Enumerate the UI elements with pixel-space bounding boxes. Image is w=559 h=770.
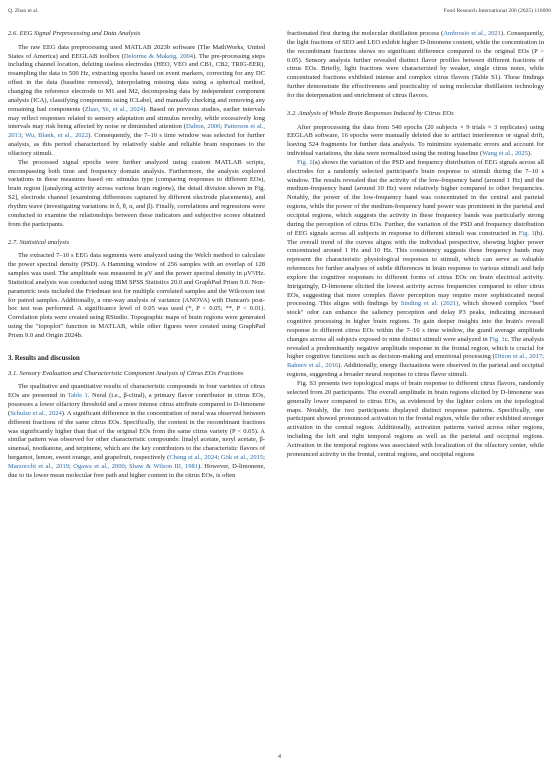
header-authors: Q. Zhao et al.: [8, 8, 39, 14]
text-run: ).: [527, 150, 532, 158]
paragraph-epochs: [287, 124, 544, 159]
citation-link[interactable]: Ogawa et al., 2000: [73, 462, 125, 470]
text-run: ). Based on previous studies, earlier intervals may reflect responses related to sensory adaptation and stimulus novelty, while excessively long intervals may risk being affected by noise or diminished attention (: [8, 105, 265, 131]
citation-link[interactable]: Cheng et al., 2024: [169, 454, 218, 462]
citation-link[interactable]: Table 1: [67, 392, 88, 400]
header-journal: Food Research International 206 (2025) 116096: [443, 8, 551, 14]
citation-link[interactable]: Fig. 1: [297, 158, 313, 166]
citation-link[interactable]: Shaw & Wilson III, 1981: [129, 462, 199, 470]
text-run: ;: [21, 132, 26, 140]
text-run: ). Additionally, energy fluctuations were observed in the parietal and occipital regions, suggesting a broader neural response to citrus flavor stimuli.: [287, 362, 544, 379]
paragraph-fractions: [287, 30, 544, 101]
text-run: ;: [542, 353, 544, 361]
paragraph-psd: [287, 159, 544, 380]
right-column: [287, 30, 544, 460]
citation-link[interactable]: Zhao, Ye, et al., 2024: [84, 105, 144, 113]
citation-link[interactable]: Dixon et al., 2017: [494, 353, 543, 361]
running-header: [8, 8, 551, 18]
citation-link[interactable]: Sinding et al. (2021): [400, 300, 459, 308]
citation-link[interactable]: Patterson et al., 2013: [8, 123, 265, 140]
section-3-heading: 3. Results and discussion: [8, 354, 80, 362]
text-run: , which showed complex "beef stock" odor can enhance the saliency perception and delay P3 peaks, indicating increased cognitive processing in higher brain regions. To gain deeper insights into the brain's overall response to different citrus EOs within the 7–10 s time window, the grand average amplitude changes across all subjects exposed to nine distinct stimuli were analyzed in: [287, 300, 545, 343]
citation-link[interactable]: Schulze et al., 2024: [10, 409, 62, 417]
text-run: fractionated first during the molecular distillation process (: [287, 30, 444, 37]
text-run: ). The pre-processing steps including channel location, deleting useless electrodes (HEO, VEO and CB1, CB2, TRIG-EER), resampling the data to 500 Hz, extracting epochs based on event markers, correcting for any DC offset in the data (baseline removal), interpolating missing data using a spherical method, changing the reference electrode to M1 and M2, decomposing data by independent component analysis (ICA), classifying components using ICLabel, and manually checking and removing any remaining bad components (: [8, 52, 265, 113]
text-run: c. The analysis revealed a predominantly negative amplitude response in the frontal region, which is crucial for higher cognitive functions such as decision-making and emotional processing (: [287, 335, 545, 361]
section-3-2-heading: 3.2. Analysis of Whole Brain Responses Induced by Citrus EOs: [287, 109, 454, 117]
text-run: ). Consequently, the light fractions of SEO and LEO exhibit higher D-limonene content, while the concentration in the recombinant fractions shows no significant difference compared to the original EOs (P > 0.05). Sensory analysis further revealed distinct flavor profiles between different fractions of citrus EOs. Briefly, light fractions were characterized by weaker, single citrus notes, while concentrated fractions exhibited intense and complex citrus flavors (Table S1). These findings further demonstrate the effectiveness and practicality of using molecular distillation technology for the deterpenation and enrichment of citrus flavors.: [287, 30, 544, 99]
text-run: ;: [124, 462, 130, 470]
page-number: 4: [278, 754, 281, 760]
text-run: The raw EEG data preprocessing used MATLAB 2023b software (The MathWorks, United States of America) and EEGLAB toolbox (: [8, 43, 265, 60]
left-column: [8, 30, 265, 481]
text-run: After preprocessing the data from 540 epochs (20 subjects × 9 trials × 3 replicates) using EEGLAB software, 16 epochs were manually deleted due to artifact interference or signal drift, leaving 524 fragments for further data analysis. To minimize systematic errors and account for individual variations, the data were normalized using the resting baseline (: [287, 123, 544, 158]
citation-link[interactable]: Gök et al., 2015: [220, 454, 264, 462]
text-run: ). Consequently, the 7–10 s time window was selected for further analysis, as this period characterized by relatively stable and reliable brain responses to the olfactory stimuli.: [8, 132, 265, 157]
paragraph-statistics: The extracted 7–10 s EEG data segments were analyzed using the Welch method to calculate the power spectral density (PSD). A Hamming window of 256 samples with an overlap of 128 samples was used. The amplitude was measured in μV and the power spectral density in μV²/Hz. Statistical analysis was conducted using IBM SPSS Statistics 20.0 and GraphPad Prism 9.0. Non-parametric tests included the Friedman test for multiple correlated samples and the Wilcoxon test for paired samples. Additionally, a one-way analysis of variance (ANOVA) with Duncan's post-hoc test was performed. A significance level of 0.05 was used (*, P < 0.05; **, P < 0.01). Correlation plots were created using RStudio. Topographic maps of brain regions were generated using the "topoplot" function in MATLAB, while other figures were created using GraphPad Prism 9.0 and Origin 2024b.: [8, 252, 265, 339]
citation-link[interactable]: Fig. 1: [518, 229, 535, 237]
paragraph-signal-analysis: The processed signal epochs were further analyzed using custom MATLAB scripts, encompassing both time and frequency domain analysis. Furthermore, the analysis explored variations in these measures based on: stimulus type (comparing responses to different EOs), brain region [(analyzing activity across various brain regions), the detail division shown in Fig. S2], electrode channel (examining differences captured by different electrode placements), and rhythm wave (investigating variations in δ, θ, α, and β). Finally, correlations and regressions were conducted to examine the relationships between these indicators and subjective scores obtained from the participants.: [8, 158, 265, 228]
paragraph-compounds: [8, 383, 265, 480]
text-run: (a) shows the variation of the PSD and frequency distribution of EEG signals across all electrodes for a randomly selected participant's brain response to stimuli during the 7–10 s window. The results revealed that the activity of the low-frequency band (around 1 Hz) and the medium-frequency band (around 10 Hz) were relatively higher compared to other frequencies. Notably, the power of the low-frequency band was concentrated in the central and parietal regions, while the power of the medium-frequency band power was prominent in the parietal and occipital regions, which suggests the activity in these frequency bands was particularly strong during the perception of citrus EOs. Further, the variation of the PSD and frequency distribution of EEG signals across all subjects in response to different stimuli was constructed in: [287, 158, 545, 237]
text-run: ;: [69, 462, 74, 470]
section-2-6-heading: 2.6. EEG Signal Preprocessing and Data Analysis: [8, 30, 141, 37]
paragraph-topomaps: Fig. S3 presents two topological maps of brain response to different citrus flavors, randomly selected from 20 participants. The overall amplitude in brain regions elicited by D-limonene was generally lower compared to citrus EOs, as evidenced by the lighter colors on the topological maps. Notably, the two participants displayed distinct response patterns. Specifically, one participant showed pronounced activation in the frontal region, while the other exhibited stronger activation in the central region. Additionally, activation patterns varied across other regions, including the left and right temporal regions as well as the parietal and occipital regions. Activation in the temporal regions was associated with localization of the olfactory center, while pronounced activity in the frontal, central regions, and occipital regions: [287, 380, 544, 458]
citation-link[interactable]: Dalton, 2000: [185, 123, 221, 131]
text-run: (b). The overall trend of the curves aligns with the individual perspective, showing higher power concentrated around 1 Hz and 10 Hz. This consistency suggests these frequency bands may represent the characteristic physiological responses to stimuli, which can serve as valuable references for further analyses of subtle differences in brain response to various stimuli and help explore the cognitive responses to different forms of citrus EOs on brain electrical activity. Intriguingly, D-limonene elicited the lowest activity across frequencies compared to other citrus EOs, suggesting that more complex flavor perception may require more sophisticated neural processing. This aligns with findings by: [287, 229, 544, 308]
text-run: ;: [263, 454, 265, 462]
section-2-7-heading: 2.7. Statistical analysis: [8, 238, 70, 246]
text-run: ). A significant difference in the concentration of neral was observed between different fractions of the same citrus EOs. Specifically, the content in the recombinant fractions was significantly higher than that of the original EOs from the same citrus variety (P < 0.05). A similar pattern was observed for other characteristic compounds: linalyl acetate, neryl acetate, β-sinensal, nootkatone, and terpinene, which are the key contributors to the characteristic flavors of bergamot, lemon, sweet orange, and grapefruit, respectively (: [8, 409, 266, 462]
section-3-1-heading: 3.1. Sensory Evaluation and Characteristic Component Analysis of Citrus EOs Fractions: [8, 369, 244, 377]
citation-link[interactable]: Fig. 1: [489, 335, 505, 343]
citation-link[interactable]: Rahnev et al., 2016: [287, 362, 339, 370]
citation-link[interactable]: Wang et al., 2025: [482, 150, 528, 158]
text-run: . Neral (i.e., β-citral), a primary flavor contributor in citrus EOs, possesses a lower olfactory threshold and a more intense citrus attribute compared to D-limonene (: [8, 392, 265, 417]
text-run: The qualitative and quantitative results of characteristic compounds in four varieties of citrus EOs are presented in: [8, 383, 265, 400]
text-run: ;: [217, 454, 221, 462]
citation-link[interactable]: Ambrosio et al., 2021: [443, 30, 502, 37]
paragraph-eeg-preprocessing: [8, 44, 265, 159]
citation-link[interactable]: Marzocchi et al., 2019: [8, 462, 70, 470]
citation-link[interactable]: Wu, Blank, et al., 2022: [25, 132, 89, 140]
text-run: ;: [220, 123, 225, 131]
text-run: ). However, D-limonene, due to its lower mean molecular free path and higher content in the citrus EOs, is often: [8, 462, 265, 479]
citation-link[interactable]: Delorme & Makeig, 2004: [123, 52, 194, 60]
